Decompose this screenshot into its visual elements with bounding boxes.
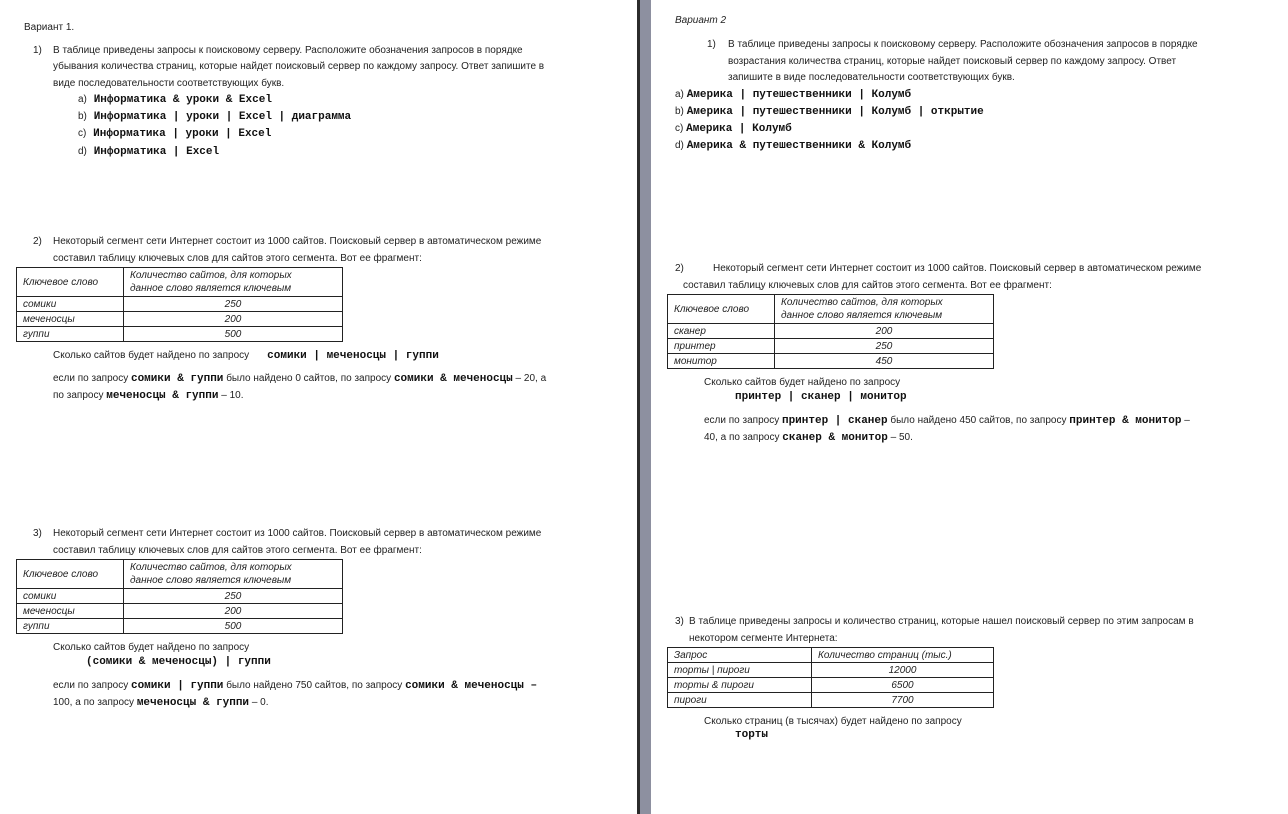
query-table: [667, 647, 994, 708]
option-query: Информатика & уроки & Excel: [93, 94, 272, 106]
question-text: В таблице приведены запросы к поисковому серверу. Расположите обозначения запросов в порядке: [728, 39, 1198, 50]
table-header: Ключевое слово: [668, 295, 775, 324]
question-text: убывания количества страниц, которые найдет поисковый сервер по каждому запросу. Ответ запишите в: [53, 61, 545, 72]
option-query: Америка | Колумб: [686, 123, 792, 135]
question-text: возрастания количества страниц, которые найдет поисковый сервер по каждому запросу. Ответ: [728, 56, 1177, 67]
table-row: меченосцы 200: [17, 312, 343, 327]
question-text: Некоторый сегмент сети Интернет состоит из 1000 сайтов. Поисковый сервер в автоматическом режиме: [713, 263, 1202, 274]
table-row: сканер 200: [668, 324, 994, 339]
question-condition: 40, а по запросу сканер & монитор – 50.: [704, 432, 913, 444]
option-letter: b): [78, 111, 87, 122]
question-text: некотором сегменте Интернета:: [689, 633, 838, 644]
table-row: принтер 250: [668, 339, 994, 354]
option-b: [78, 108, 351, 126]
question-number: 1): [707, 39, 716, 50]
question-text: виде последовательности соответствующих букв.: [53, 78, 285, 89]
keyword-table: [667, 294, 994, 369]
option-query: Америка | путешественники | Колумб: [686, 89, 912, 101]
table-header: Запрос: [668, 648, 812, 663]
table-header: Количество сайтов, для которых данное слово является ключевым: [124, 560, 343, 589]
option-query: Америка & путешественники & Колумб: [686, 140, 912, 152]
variant-2-title: Вариант 2: [675, 15, 727, 26]
table-row: торты | пироги 12000: [668, 663, 994, 678]
question-text: запишите в виде последовательности соответствующих букв.: [728, 72, 1015, 83]
option-a: [78, 91, 272, 109]
table-header: Количество сайтов, для которых данное слово является ключевым: [775, 295, 994, 324]
option-letter: d): [78, 146, 87, 157]
table-row: гуппи 500: [17, 327, 343, 342]
question-ask: Сколько сайтов будет найдено по запросу сомики | меченосцы | гуппи: [53, 350, 439, 362]
table-row: меченосцы 200: [17, 604, 343, 619]
question-text: В таблице приведены запросы к поисковому серверу. Расположите обозначения запросов в порядке: [53, 45, 523, 56]
table-header: Ключевое слово: [17, 268, 124, 297]
question-number: 3): [675, 616, 684, 627]
option-b: b) Америка | путешественники | Колумб | открытие: [675, 106, 984, 118]
question-query: торты: [735, 729, 769, 741]
option-query: Информатика | Excel: [93, 146, 220, 158]
keyword-table: [16, 559, 343, 634]
table-row: пироги 7700: [668, 693, 994, 708]
option-a: a) Америка | путешественники | Колумб: [675, 89, 912, 101]
question-text: составил таблицу ключевых слов для сайтов этого сегмента. Вот ее фрагмент:: [53, 253, 422, 264]
question-text: Некоторый сегмент сети Интернет состоит из 1000 сайтов. Поисковый сервер в автоматическом режиме: [53, 528, 542, 539]
table-row: сомики 250: [17, 589, 343, 604]
keyword-table: [16, 267, 343, 342]
question-condition: если по запросу сомики & гуппи было найдено 0 сайтов, по запросу сомики & меченосцы – 20, а: [53, 373, 547, 385]
question-ask: Сколько сайтов будет найдено по запросу: [704, 377, 901, 388]
option-d: d) Америка & путешественники & Колумб: [675, 140, 912, 152]
question-text: Некоторый сегмент сети Интернет состоит из 1000 сайтов. Поисковый сервер в автоматическом режиме: [53, 236, 542, 247]
table-header: Количество страниц (тыс.): [812, 648, 994, 663]
question-condition: если по запросу принтер | сканер было найдено 450 сайтов, по запросу принтер & монитор –: [704, 415, 1190, 427]
option-query: Америка | путешественники | Колумб | открытие: [686, 106, 984, 118]
question-text: составил таблицу ключевых слов для сайтов этого сегмента. Вот ее фрагмент:: [683, 280, 1052, 291]
question-number: 2): [675, 263, 684, 274]
question-condition: по запросу меченосцы & гуппи – 10.: [53, 390, 244, 402]
question-query: (сомики & меченосцы) | гуппи: [86, 656, 271, 668]
table-row: монитор 450: [668, 354, 994, 369]
option-c: c) Америка | Колумб: [675, 123, 792, 135]
table-row: торты & пироги 6500: [668, 678, 994, 693]
question-text: составил таблицу ключевых слов для сайтов этого сегмента. Вот ее фрагмент:: [53, 545, 422, 556]
table-header: Ключевое слово: [17, 560, 124, 589]
variant-1-title: Вариант 1.: [24, 22, 75, 33]
option-d: [78, 143, 219, 161]
question-number: 2): [33, 236, 42, 247]
table-row: сомики 250: [17, 297, 343, 312]
question-ask: Сколько страниц (в тысячах) будет найдено по запросу: [704, 716, 962, 727]
option-letter: c): [78, 128, 87, 139]
question-condition: 100, а по запросу меченосцы & гуппи – 0.: [53, 697, 269, 709]
question-condition: если по запросу сомики | гуппи было найдено 750 сайтов, по запросу сомики & меченосцы –: [53, 680, 538, 692]
table-row: гуппи 500: [17, 619, 343, 634]
question-ask: Сколько сайтов будет найдено по запросу: [53, 642, 250, 653]
question-number: 3): [33, 528, 42, 539]
option-c: [78, 125, 271, 143]
option-query: Информатика | уроки | Excel | диаграмма: [93, 111, 352, 123]
question-number: 1): [33, 45, 42, 56]
option-letter: a): [78, 94, 87, 105]
table-header: Количество сайтов, для которых данное слово является ключевым: [124, 268, 343, 297]
page-divider: [637, 0, 651, 814]
question-query: принтер | сканер | монитор: [735, 391, 907, 403]
option-query: Информатика | уроки | Excel: [93, 128, 272, 140]
question-text: В таблице приведены запросы и количество страниц, которые нашел поисковый сервер по этим запросам в: [689, 616, 1194, 627]
